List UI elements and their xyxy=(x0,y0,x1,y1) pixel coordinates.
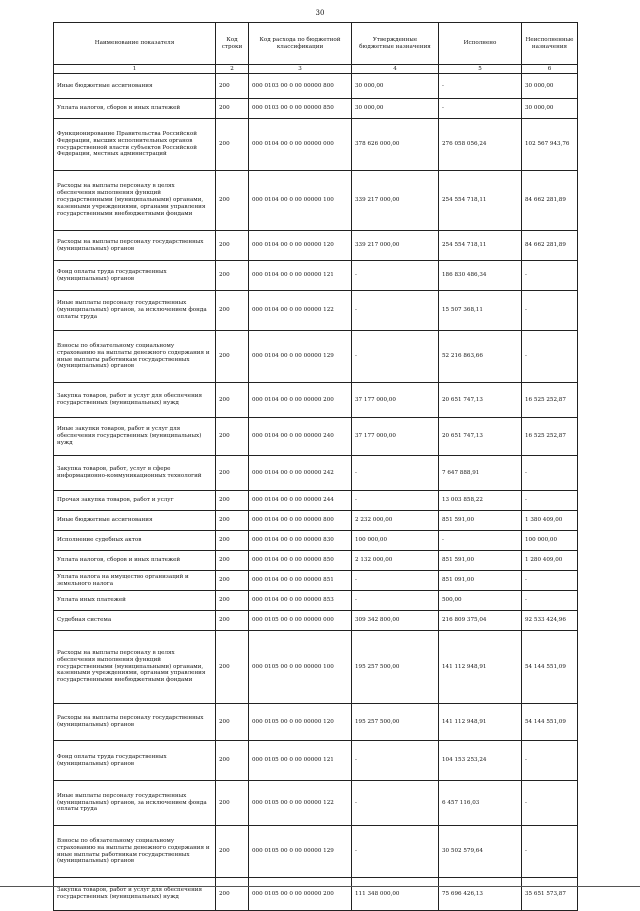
table-row xyxy=(54,383,578,418)
row-code-cell: 200 xyxy=(216,331,249,383)
row-unexecuted-cell: - xyxy=(522,261,578,291)
row-approved-cell: - xyxy=(352,261,439,291)
row-executed-cell: 851 591,00 xyxy=(439,511,522,531)
row-unexecuted-cell: 54 144 551,09 xyxy=(522,704,578,741)
row-code-cell: 200 xyxy=(216,171,249,231)
table-row xyxy=(54,571,578,591)
row-code-cell: 200 xyxy=(216,291,249,331)
row-name-cell: Закупка товаров, работ и услуг для обеспечения государственных (муниципальных) нужд xyxy=(54,878,216,911)
table-row xyxy=(54,119,578,171)
row-kbk-cell: 000 0104 00 0 00 00000 120 xyxy=(249,231,352,261)
row-code-cell: 200 xyxy=(216,551,249,571)
row-unexecuted-cell: 100 000,00 xyxy=(522,531,578,551)
row-code-cell: 200 xyxy=(216,704,249,741)
row-kbk-cell: 000 0104 00 0 00 00000 129 xyxy=(249,331,352,383)
row-code-cell: 200 xyxy=(216,491,249,511)
row-kbk-cell: 000 0104 00 0 00 00000 830 xyxy=(249,531,352,551)
col-header-name: Наименование показателя xyxy=(54,23,216,65)
row-kbk-cell: 000 0104 00 0 00 00000 100 xyxy=(249,171,352,231)
row-name-cell: Расходы на выплаты персоналу в целях обеспечения выполнения функций государственными (муниципальными) органами, казенными учреждениями, органами управления государственными внебюджетными фондами xyxy=(54,171,216,231)
row-name-cell: Расходы на выплаты персоналу в целях обеспечения выполнения функций государственными (муниципальными) органами, казенными учреждениями, органами управления государственными внебюджетными фондами xyxy=(54,631,216,704)
row-kbk-cell: 000 0105 00 0 00 00000 100 xyxy=(249,631,352,704)
row-code-cell: 200 xyxy=(216,418,249,456)
row-approved-cell: 309 342 800,00 xyxy=(352,611,439,631)
row-approved-cell: 100 000,00 xyxy=(352,531,439,551)
row-executed-cell: 851 591,00 xyxy=(439,551,522,571)
col-header-approved: Утвержденные бюджетные назначения xyxy=(352,23,439,65)
row-code-cell: 200 xyxy=(216,119,249,171)
row-kbk-cell: 000 0105 00 0 00 00000 129 xyxy=(249,826,352,878)
row-executed-cell: 75 696 426,13 xyxy=(439,878,522,911)
row-code-cell: 200 xyxy=(216,74,249,99)
col-header-kbk: Код расхода по бюджетной классификации xyxy=(249,23,352,65)
row-executed-cell: 6 457 116,03 xyxy=(439,781,522,826)
row-name-cell: Закупка товаров, работ и услуг для обеспечения государственных (муниципальных) нужд xyxy=(54,383,216,418)
row-approved-cell: - xyxy=(352,291,439,331)
row-executed-cell: 141 112 948,91 xyxy=(439,631,522,704)
row-approved-cell: 2 132 000,00 xyxy=(352,551,439,571)
row-code-cell: 200 xyxy=(216,878,249,911)
table-row xyxy=(54,826,578,878)
table-row xyxy=(54,878,578,911)
row-name-cell: Уплата налогов, сборов и иных платежей xyxy=(54,551,216,571)
table-row xyxy=(54,74,578,99)
col-number: 6 xyxy=(522,65,578,74)
col-number: 5 xyxy=(439,65,522,74)
row-kbk-cell: 000 0104 00 0 00 00000 121 xyxy=(249,261,352,291)
row-executed-cell: 276 058 056,24 xyxy=(439,119,522,171)
row-unexecuted-cell: - xyxy=(522,826,578,878)
table-row xyxy=(54,551,578,571)
row-unexecuted-cell: 35 651 573,87 xyxy=(522,878,578,911)
row-executed-cell: - xyxy=(439,99,522,119)
col-number: 3 xyxy=(249,65,352,74)
row-executed-cell: 851 091,00 xyxy=(439,571,522,591)
row-kbk-cell: 000 0104 00 0 00 00000 122 xyxy=(249,291,352,331)
row-approved-cell: 37 177 000,00 xyxy=(352,383,439,418)
row-unexecuted-cell: 84 662 281,89 xyxy=(522,171,578,231)
table-row xyxy=(54,99,578,119)
row-unexecuted-cell: - xyxy=(522,591,578,611)
row-name-cell: Уплата иных платежей xyxy=(54,591,216,611)
row-code-cell: 200 xyxy=(216,531,249,551)
row-unexecuted-cell: 54 144 551,09 xyxy=(522,631,578,704)
row-executed-cell: 52 216 863,66 xyxy=(439,331,522,383)
row-kbk-cell: 000 0105 00 0 00 00000 120 xyxy=(249,704,352,741)
row-approved-cell: 30 000,00 xyxy=(352,99,439,119)
row-unexecuted-cell: 30 000,00 xyxy=(522,74,578,99)
row-code-cell: 200 xyxy=(216,591,249,611)
row-unexecuted-cell: 1 380 409,00 xyxy=(522,511,578,531)
page-bottom-rule xyxy=(0,886,640,887)
col-number: 1 xyxy=(54,65,216,74)
row-approved-cell: - xyxy=(352,826,439,878)
row-approved-cell: - xyxy=(352,491,439,511)
row-unexecuted-cell: 102 567 943,76 xyxy=(522,119,578,171)
row-approved-cell: 30 000,00 xyxy=(352,74,439,99)
row-kbk-cell: 000 0105 00 0 00 00000 000 xyxy=(249,611,352,631)
row-code-cell: 200 xyxy=(216,99,249,119)
row-name-cell: Иные выплаты персоналу государственных (муниципальных) органов, за исключением фонда оплаты труда xyxy=(54,781,216,826)
row-name-cell: Уплата налога на имущество организаций и земельного налога xyxy=(54,571,216,591)
row-executed-cell: 104 153 253,24 xyxy=(439,741,522,781)
table-row xyxy=(54,491,578,511)
col-header-executed: Исполнено xyxy=(439,23,522,65)
table-row xyxy=(54,331,578,383)
row-code-cell: 200 xyxy=(216,741,249,781)
row-name-cell: Расходы на выплаты персоналу государственных (муниципальных) органов xyxy=(54,231,216,261)
table-row xyxy=(54,704,578,741)
table-row xyxy=(54,231,578,261)
row-executed-cell: 500,00 xyxy=(439,591,522,611)
column-number-row xyxy=(54,65,578,74)
row-name-cell: Взносы по обязательному социальному страхованию на выплаты денежного содержания и иные выплаты работникам государственных (муниципальных) органов xyxy=(54,331,216,383)
row-approved-cell: 339 217 000,00 xyxy=(352,171,439,231)
row-code-cell: 200 xyxy=(216,781,249,826)
budget-execution-table xyxy=(53,22,578,911)
col-number: 4 xyxy=(352,65,439,74)
row-name-cell: Закупка товаров, работ, услуг в сфере информационно-коммуникационных технологий xyxy=(54,456,216,491)
table-row xyxy=(54,591,578,611)
row-unexecuted-cell: - xyxy=(522,291,578,331)
row-executed-cell: 15 507 368,11 xyxy=(439,291,522,331)
table-row xyxy=(54,418,578,456)
row-executed-cell: 30 502 579,64 xyxy=(439,826,522,878)
row-code-cell: 200 xyxy=(216,456,249,491)
row-approved-cell: 339 217 000,00 xyxy=(352,231,439,261)
col-number: 2 xyxy=(216,65,249,74)
row-kbk-cell: 000 0104 00 0 00 00000 000 xyxy=(249,119,352,171)
row-executed-cell: - xyxy=(439,74,522,99)
row-code-cell: 200 xyxy=(216,826,249,878)
table-row xyxy=(54,511,578,531)
row-executed-cell: 7 647 888,91 xyxy=(439,456,522,491)
table-row xyxy=(54,456,578,491)
row-approved-cell: - xyxy=(352,331,439,383)
row-approved-cell: - xyxy=(352,456,439,491)
row-unexecuted-cell: - xyxy=(522,741,578,781)
row-executed-cell: 20 651 747,13 xyxy=(439,383,522,418)
row-kbk-cell: 000 0103 00 0 00 00000 800 xyxy=(249,74,352,99)
row-name-cell: Функционирование Правительства Российской Федерации, высших исполнительных органов государственной власти субъектов Российской Федерации, местных администраций xyxy=(54,119,216,171)
row-name-cell: Судебная система xyxy=(54,611,216,631)
row-executed-cell: - xyxy=(439,531,522,551)
row-approved-cell: - xyxy=(352,781,439,826)
row-kbk-cell: 000 0104 00 0 00 00000 850 xyxy=(249,551,352,571)
row-approved-cell: - xyxy=(352,571,439,591)
row-unexecuted-cell: 16 525 252,87 xyxy=(522,418,578,456)
row-unexecuted-cell: - xyxy=(522,331,578,383)
table-row xyxy=(54,291,578,331)
row-name-cell: Иные бюджетные ассигнования xyxy=(54,511,216,531)
row-code-cell: 200 xyxy=(216,571,249,591)
row-unexecuted-cell: 16 525 252,87 xyxy=(522,383,578,418)
row-name-cell: Взносы по обязательному социальному страхованию на выплаты денежного содержания и иные выплаты работникам государственных (муниципальных) органов xyxy=(54,826,216,878)
col-header-unexecuted: Неисполненные назначения xyxy=(522,23,578,65)
row-code-cell: 200 xyxy=(216,383,249,418)
row-executed-cell: 20 651 747,13 xyxy=(439,418,522,456)
table-row xyxy=(54,611,578,631)
row-kbk-cell: 000 0103 00 0 00 00000 850 xyxy=(249,99,352,119)
row-kbk-cell: 000 0104 00 0 00 00000 242 xyxy=(249,456,352,491)
row-approved-cell: 2 232 000,00 xyxy=(352,511,439,531)
row-name-cell: Уплата налогов, сборов и иных платежей xyxy=(54,99,216,119)
row-code-cell: 200 xyxy=(216,261,249,291)
row-kbk-cell: 000 0104 00 0 00 00000 800 xyxy=(249,511,352,531)
row-name-cell: Иные выплаты персоналу государственных (муниципальных) органов, за исключением фонда оплаты труда xyxy=(54,291,216,331)
row-kbk-cell: 000 0104 00 0 00 00000 244 xyxy=(249,491,352,511)
row-approved-cell: 37 177 000,00 xyxy=(352,418,439,456)
row-unexecuted-cell: - xyxy=(522,491,578,511)
header-row xyxy=(54,23,578,65)
table-row xyxy=(54,531,578,551)
table-row xyxy=(54,781,578,826)
row-name-cell: Прочая закупка товаров, работ и услуг xyxy=(54,491,216,511)
col-header-code: Код строки xyxy=(216,23,249,65)
row-approved-cell: 111 348 000,00 xyxy=(352,878,439,911)
table-row xyxy=(54,741,578,781)
row-name-cell: Исполнение судебных актов xyxy=(54,531,216,551)
row-unexecuted-cell: - xyxy=(522,456,578,491)
row-code-cell: 200 xyxy=(216,511,249,531)
page-number: 30 xyxy=(315,9,325,17)
row-name-cell: Иные закупки товаров, работ и услуг для обеспечения государственных (муниципальных) нужд xyxy=(54,418,216,456)
row-approved-cell: - xyxy=(352,741,439,781)
table-row xyxy=(54,631,578,704)
row-kbk-cell: 000 0104 00 0 00 00000 851 xyxy=(249,571,352,591)
row-unexecuted-cell: 92 533 424,96 xyxy=(522,611,578,631)
row-code-cell: 200 xyxy=(216,631,249,704)
row-executed-cell: 141 112 948,91 xyxy=(439,704,522,741)
row-executed-cell: 13 003 858,22 xyxy=(439,491,522,511)
row-executed-cell: 254 554 718,11 xyxy=(439,171,522,231)
row-unexecuted-cell: - xyxy=(522,571,578,591)
table-row xyxy=(54,171,578,231)
row-name-cell: Фонд оплаты труда государственных (муниципальных) органов xyxy=(54,261,216,291)
row-name-cell: Расходы на выплаты персоналу государственных (муниципальных) органов xyxy=(54,704,216,741)
row-name-cell: Фонд оплаты труда государственных (муниципальных) органов xyxy=(54,741,216,781)
row-name-cell: Иные бюджетные ассигнования xyxy=(54,74,216,99)
row-approved-cell: 195 257 500,00 xyxy=(352,631,439,704)
table-row xyxy=(54,261,578,291)
row-kbk-cell: 000 0104 00 0 00 00000 240 xyxy=(249,418,352,456)
row-kbk-cell: 000 0104 00 0 00 00000 200 xyxy=(249,383,352,418)
row-approved-cell: - xyxy=(352,591,439,611)
row-code-cell: 200 xyxy=(216,611,249,631)
row-kbk-cell: 000 0105 00 0 00 00000 122 xyxy=(249,781,352,826)
row-unexecuted-cell: - xyxy=(522,781,578,826)
row-approved-cell: 195 257 500,00 xyxy=(352,704,439,741)
row-unexecuted-cell: 84 662 281,89 xyxy=(522,231,578,261)
row-executed-cell: 254 554 718,11 xyxy=(439,231,522,261)
row-unexecuted-cell: 1 280 409,00 xyxy=(522,551,578,571)
row-unexecuted-cell: 30 000,00 xyxy=(522,99,578,119)
row-executed-cell: 216 809 375,04 xyxy=(439,611,522,631)
row-executed-cell: 186 830 486,34 xyxy=(439,261,522,291)
row-kbk-cell: 000 0105 00 0 00 00000 200 xyxy=(249,878,352,911)
row-kbk-cell: 000 0105 00 0 00 00000 121 xyxy=(249,741,352,781)
row-approved-cell: 378 626 000,00 xyxy=(352,119,439,171)
row-code-cell: 200 xyxy=(216,231,249,261)
row-kbk-cell: 000 0104 00 0 00 00000 853 xyxy=(249,591,352,611)
